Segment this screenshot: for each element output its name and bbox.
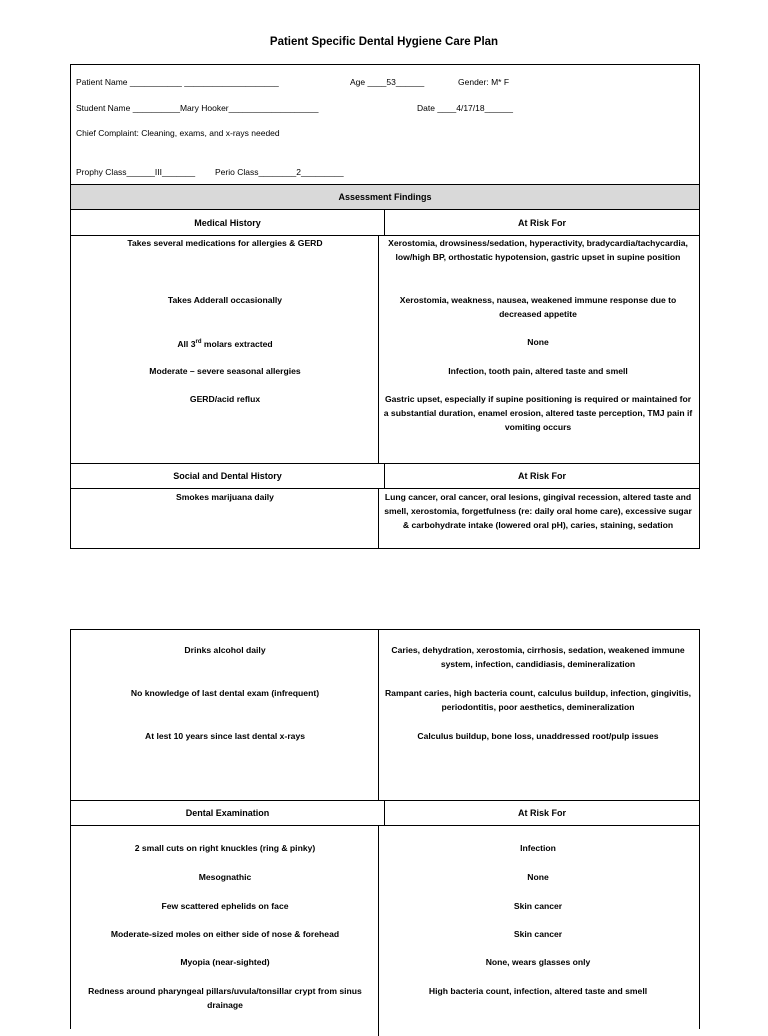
medical-risk: Gastric upset, especially if supine positioning is required or maintained for a substantial duration, enamel erosion, altered taste perception, TMJ pain if vomiting occurs bbox=[383, 394, 693, 432]
social-finding: Drinks alcohol daily bbox=[184, 645, 266, 655]
social-finding: At lest 10 years since last dental x-rays bbox=[144, 731, 306, 741]
dental-risk: Skin cancer bbox=[513, 901, 563, 911]
social-finding: Smokes marijuana daily bbox=[176, 492, 274, 502]
dental-risk: None bbox=[527, 872, 549, 882]
assessment-findings-banner: Assessment Findings bbox=[71, 184, 699, 210]
dental-risk: Infection bbox=[520, 843, 556, 853]
care-plan-form-part-1 bbox=[70, 64, 700, 549]
medical-finding: GERD/acid reflux bbox=[189, 394, 261, 404]
social-at-risk-header: At Risk For bbox=[517, 471, 566, 481]
medical-history-header-row bbox=[71, 210, 699, 236]
dental-risk: High bacteria count, infection, altered taste and smell bbox=[428, 986, 648, 996]
social-risk: Calculus buildup, bone loss, unaddressed root/pulp issues bbox=[417, 731, 659, 741]
student-name-field[interactable]: Student Name __________Mary Hooker___________________ bbox=[76, 103, 319, 113]
age-field[interactable]: Age ____53______ bbox=[350, 77, 425, 87]
medical-at-risk-header: At Risk For bbox=[517, 217, 566, 228]
medical-finding: Takes Adderall occasionally bbox=[167, 295, 283, 305]
social-continued-column-divider bbox=[378, 630, 379, 800]
social-history-header: Social and Dental History bbox=[71, 464, 385, 488]
dental-finding: Few scattered ephelids on face bbox=[161, 901, 289, 911]
dental-risk: Skin cancer bbox=[513, 929, 563, 939]
patient-name-field[interactable]: Patient Name ___________ ____________________ bbox=[76, 77, 279, 87]
patient-info-block bbox=[71, 65, 699, 185]
social-history-header-row bbox=[71, 463, 699, 489]
date-field[interactable]: Date ____4/17/18______ bbox=[417, 103, 513, 113]
care-plan-form-part-2 bbox=[70, 629, 700, 1029]
dental-at-risk-header: At Risk For bbox=[517, 808, 566, 818]
page-title: Patient Specific Dental Hygiene Care Plan bbox=[269, 36, 499, 48]
dental-risk: None, wears glasses only bbox=[485, 957, 591, 967]
medical-history-header: Medical History bbox=[71, 210, 385, 235]
dental-exam-header: Dental Examination bbox=[71, 801, 385, 825]
social-risk: Caries, dehydration, xerostomia, cirrhosis, sedation, weakened immune system, infection, candidiasis, demineralization bbox=[391, 645, 685, 669]
medical-risk: Xerostomia, weakness, nausea, weakened immune response due to decreased appetite bbox=[399, 295, 677, 319]
medical-finding: Takes several medications for allergies & GERD bbox=[127, 238, 323, 248]
medical-finding: Moderate – severe seasonal allergies bbox=[149, 366, 301, 376]
dental-column-divider bbox=[378, 826, 379, 1036]
perio-class-field[interactable]: Perio Class________2_________ bbox=[215, 167, 344, 177]
medical-column-divider bbox=[378, 236, 379, 463]
prophy-class-field[interactable]: Prophy Class______III_______ bbox=[76, 167, 196, 177]
dental-finding: Moderate-sized moles on either side of nose & forehead bbox=[110, 929, 340, 939]
dental-exam-header-row bbox=[71, 800, 699, 826]
medical-risk: None bbox=[527, 337, 549, 347]
dental-finding: Myopia (near-sighted) bbox=[180, 957, 270, 967]
dental-finding: Mesognathic bbox=[198, 872, 252, 882]
dental-finding: Redness around pharyngeal pillars/uvula/tonsillar crypt from sinus drainage bbox=[88, 986, 362, 1010]
dental-finding: 2 small cuts on right knuckles (ring & pinky) bbox=[134, 843, 316, 853]
social-column-divider bbox=[378, 489, 379, 549]
social-finding: No knowledge of last dental exam (infrequent) bbox=[130, 688, 320, 698]
gender-field[interactable]: Gender: M* F bbox=[458, 77, 510, 87]
chief-complaint-field[interactable]: Chief Complaint: Cleaning, exams, and x-rays needed bbox=[76, 128, 280, 138]
medical-risk: Infection, tooth pain, altered taste and smell bbox=[448, 366, 628, 376]
social-risk: Rampant caries, high bacteria count, calculus buildup, infection, gingivitis, periodontitis, poor aesthetics, demineralization bbox=[384, 688, 692, 712]
medical-finding: All 3rd molars extracted bbox=[177, 338, 273, 349]
medical-risk: Xerostomia, drowsiness/sedation, hyperactivity, bradycardia/tachycardia, low/high BP, orthostatic hypotension, gastric upset in supine position bbox=[388, 238, 688, 262]
social-risk: Lung cancer, oral cancer, oral lesions, gingival recession, altered taste and smell, xerostomia, forgetfulness (re: daily oral home care), excessive sugar & carbohydrate intake (lowered oral pH), caries, staining, sedation bbox=[384, 492, 692, 530]
